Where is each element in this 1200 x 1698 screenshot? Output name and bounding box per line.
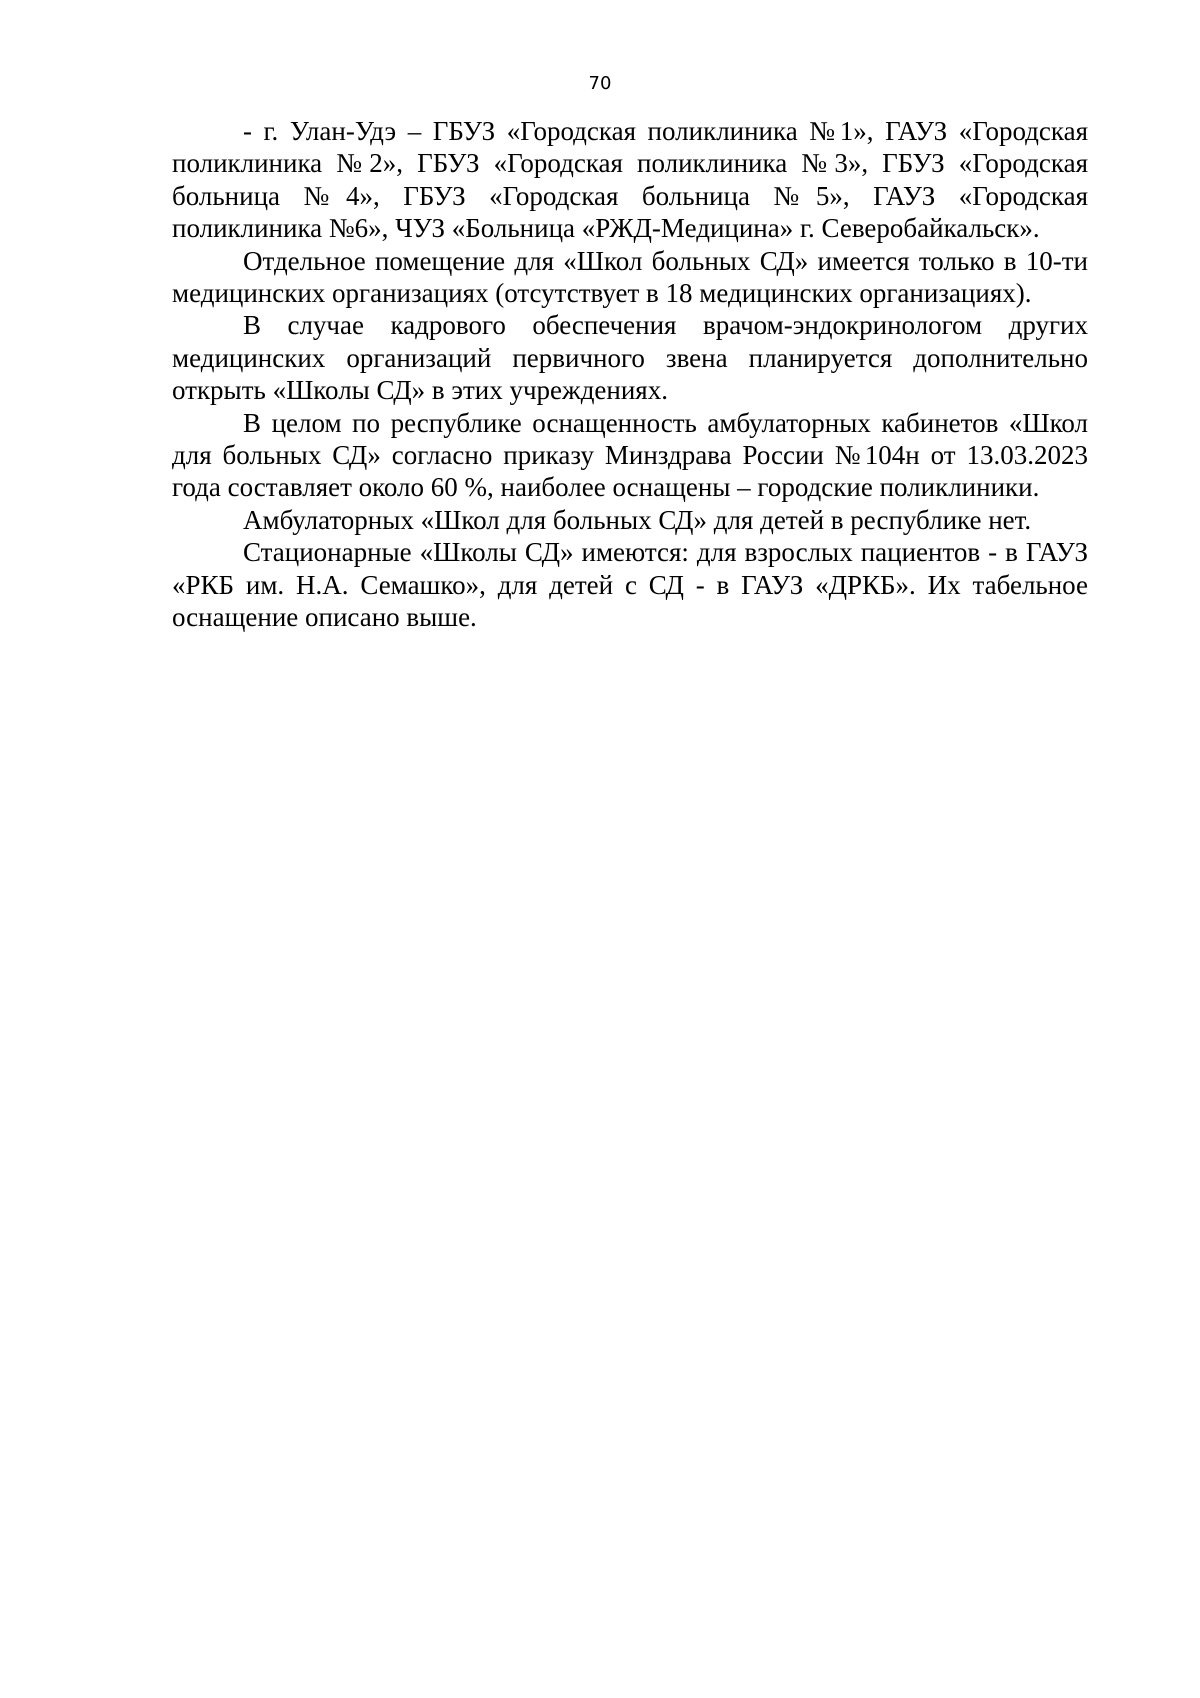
paragraph-children-schools: Амбулаторных «Школ для больных СД» для детей в республике нет. xyxy=(243,504,1032,535)
paragraph-separate-rooms: Отдельное помещение для «Школ больных СД» имеется только в 10-ти медицинских организациях (отсутствует в 18 медицинских организациях). xyxy=(172,245,1088,309)
page-number: 70 xyxy=(588,73,612,94)
paragraph-inpatient-schools: Стационарные «Школы СД» имеются: для взрослых пациентов - в ГАУЗ «РКБ им. Н.А. Семашко», для детей с СД - в ГАУЗ «ДРКБ». Их табельное оснащение описано выше. xyxy=(172,537,1088,633)
document-body xyxy=(172,115,1088,634)
paragraph-clinics-list: - г. Улан-Удэ – ГБУЗ «Городская поликлиника №1», ГАУЗ «Городская поликлиника №2», ГБУЗ «Городская поликлиника №3», ГБУЗ «Городская больница №4», ГБУЗ «Городская больница №5», ГАУЗ «Городская поликлиника №6», ЧУЗ «Больница «РЖД-Медицина» г. Северобайкальск». xyxy=(172,116,1088,244)
paragraph-staffing-plan: В случае кадрового обеспечения врачом-эндокринологом других медицинских организаций первичного звена планируется дополнительно открыть «Школы СД» в этих учреждениях. xyxy=(172,310,1088,406)
paragraph-equipment-level: В целом по республике оснащенность амбулаторных кабинетов «Школ для больных СД» согласно приказу Минздрава России №104н от 13.03.2023 года составляет около 60 %, наиболее оснащены – городские поликлиники. xyxy=(172,407,1088,503)
